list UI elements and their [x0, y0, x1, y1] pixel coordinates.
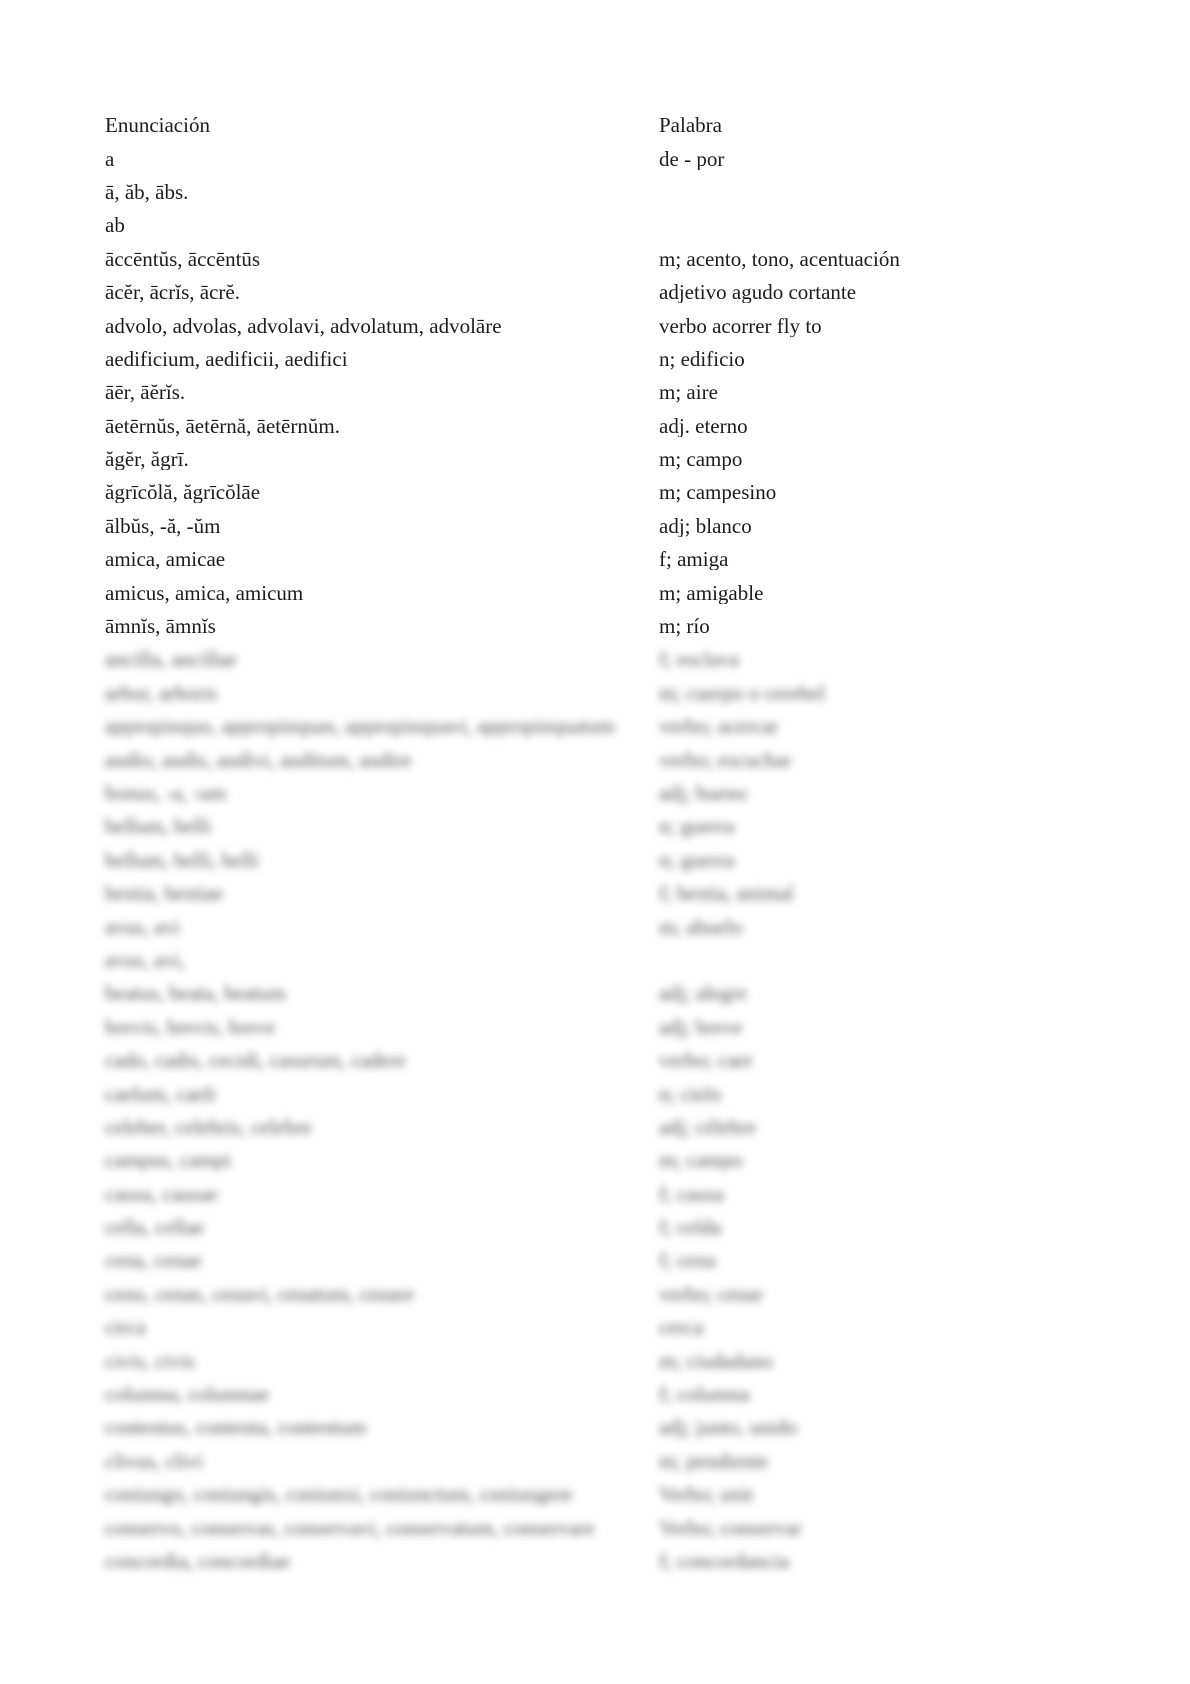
palabra-cell: f; bestia, animal	[659, 883, 794, 905]
palabra-cell: adj; junto, unido	[659, 1417, 798, 1439]
enunciacion-cell: clivus, clivi	[105, 1450, 203, 1472]
enunciacion-cell: bestia, bestiae	[105, 883, 223, 905]
table-row	[105, 1011, 1005, 1044]
enunciacion-cell: āccēntŭs, āccēntūs	[105, 248, 261, 270]
enunciacion-cell: a	[105, 148, 115, 170]
enunciacion-cell: arbor, arboris	[105, 682, 218, 704]
palabra-cell: verbo; escuchar	[659, 749, 792, 771]
palabra-cell: Verbo; unir	[659, 1484, 755, 1506]
palabra-cell: verbo; acercar	[659, 716, 779, 738]
enunciacion-cell: ā, ăb, ābs.	[105, 181, 189, 203]
table-row	[105, 243, 1005, 276]
table-row	[105, 1378, 1005, 1411]
table-row	[105, 576, 1005, 609]
palabra-cell: adj; célebre	[659, 1116, 757, 1138]
enunciacion-cell: ālbŭs, -ă, -ŭm	[105, 515, 221, 537]
palabra-cell: m; cuerpo o cerebel	[659, 682, 826, 704]
palabra-cell: f; cena	[659, 1250, 716, 1272]
palabra-cell: n; guerra	[659, 849, 735, 871]
table-body	[105, 142, 1005, 643]
table-row	[105, 1445, 1005, 1478]
table-header	[105, 109, 1005, 142]
table-row	[105, 910, 1005, 943]
table-row	[105, 309, 1005, 342]
enunciacion-cell: contentus, contenta, contentum	[105, 1417, 367, 1439]
enunciacion-cell: cado, cadis, cecidi, casurum, cadere	[105, 1050, 406, 1072]
enunciacion-cell: ăgĕr, ăgrī.	[105, 449, 189, 471]
enunciacion-cell: appropinquo, appropinquas, appropinquavi, appropinquatum	[105, 716, 615, 738]
palabra-cell: m; campo	[659, 449, 743, 471]
palabra-cell: f; esclava	[659, 649, 739, 671]
table-row	[105, 1478, 1005, 1511]
table-row	[105, 710, 1005, 743]
palabra-cell: n; cielo	[659, 1083, 722, 1105]
palabra-cell: adj; blanco	[659, 515, 752, 537]
palabra-cell: n; edificio	[659, 348, 745, 370]
table-row	[105, 1211, 1005, 1244]
table-row	[105, 142, 1005, 175]
enunciacion-cell: advolo, advolas, advolavi, advolatum, advolāre	[105, 315, 502, 337]
palabra-cell: f; causa	[659, 1183, 724, 1205]
enunciacion-cell: avus, avi	[105, 916, 180, 938]
table-row	[105, 1077, 1005, 1110]
table-row	[105, 1178, 1005, 1211]
table-row	[105, 844, 1005, 877]
enunciacion-cell: concordia, concordiae	[105, 1550, 291, 1572]
table-row	[105, 1111, 1005, 1144]
enunciacion-cell: āetērnŭs, āetērnă, āetērnŭm.	[105, 415, 340, 437]
enunciacion-cell: ancilla, ancillae	[105, 649, 237, 671]
enunciacion-cell: civis, civis	[105, 1350, 195, 1372]
enunciacion-cell: amica, amicae	[105, 549, 226, 571]
enunciacion-cell: beatus, beata, beatum	[105, 983, 286, 1005]
enunciacion-cell: bonus, -a, -um	[105, 783, 227, 804]
table-row	[105, 643, 1005, 676]
table-row	[105, 877, 1005, 910]
table-row	[105, 376, 1005, 409]
table-row	[105, 1545, 1005, 1578]
enunciacion-cell: bellum, belli, belli	[105, 849, 259, 871]
table-row	[105, 977, 1005, 1010]
palabra-cell: f; celda	[659, 1217, 722, 1239]
enunciacion-cell: cella, cellae	[105, 1217, 205, 1239]
table-row	[105, 1244, 1005, 1277]
table-row	[105, 1278, 1005, 1311]
table-row	[105, 1511, 1005, 1544]
column-header-palabra: Palabra	[659, 115, 722, 137]
table-row	[105, 777, 1005, 810]
table-row	[105, 810, 1005, 843]
table-row	[105, 276, 1005, 309]
table-row	[105, 610, 1005, 643]
palabra-cell: m; abuelo	[659, 916, 743, 938]
palabra-cell: adj; alegre	[659, 983, 748, 1005]
table-row	[105, 543, 1005, 576]
enunciacion-cell: circa	[105, 1317, 146, 1339]
enunciacion-cell: caelum, caeli	[105, 1083, 216, 1105]
enunciacion-cell: āmnĭs, āmnĭs	[105, 616, 216, 638]
palabra-cell: cerca	[659, 1317, 704, 1339]
enunciacion-cell: ăgrīcŏlă, ăgrīcŏlāe	[105, 482, 261, 504]
table-row	[105, 1144, 1005, 1177]
table-row	[105, 1044, 1005, 1077]
enunciacion-cell: coniungo, coniungis, coniunxi, coniunctum, coniungere	[105, 1484, 573, 1506]
palabra-cell: f; columna	[659, 1384, 750, 1406]
column-header-enunciacion: Enunciación	[105, 115, 210, 137]
palabra-cell: verbo acorrer fly to	[659, 315, 822, 337]
palabra-cell: m; amigable	[659, 582, 764, 604]
table-row	[105, 476, 1005, 509]
enunciacion-cell: ācĕr, ācrĭs, ācrĕ.	[105, 282, 240, 304]
enunciacion-cell: columna, columnae	[105, 1384, 270, 1406]
table-row	[105, 1311, 1005, 1344]
palabra-cell: m; pendiente	[659, 1450, 769, 1472]
palabra-cell: de - por	[659, 148, 725, 170]
palabra-cell: adj; breve	[659, 1016, 743, 1038]
palabra-cell: m; aire	[659, 382, 718, 404]
palabra-cell: m; ciudadano	[659, 1350, 773, 1372]
palabra-cell: n; guerra	[659, 816, 735, 838]
table-body-blurred	[105, 643, 1005, 1578]
vocabulary-table	[105, 109, 1005, 1578]
table-row	[105, 410, 1005, 443]
table-row	[105, 443, 1005, 476]
table-row	[105, 176, 1005, 209]
palabra-cell: m; campesino	[659, 482, 777, 504]
palabra-cell: adj. eterno	[659, 415, 748, 437]
palabra-cell: verbo; cenar	[659, 1283, 764, 1305]
palabra-cell: m; río	[659, 616, 710, 638]
enunciacion-cell: brevis, brevis, breve	[105, 1016, 276, 1038]
palabra-cell: verbo; caer	[659, 1050, 753, 1072]
palabra-cell: f; amiga	[659, 549, 729, 571]
enunciacion-cell: amicus, amica, amicum	[105, 582, 304, 604]
table-row	[105, 343, 1005, 376]
table-row	[105, 1344, 1005, 1377]
enunciacion-cell: avus, avi,	[105, 949, 185, 971]
enunciacion-cell: āēr, āĕrĭs.	[105, 382, 186, 404]
palabra-cell: m; acento, tono, acentuación	[659, 248, 900, 270]
enunciacion-cell: ceno, cenas, cenavi, cenatum, cenare	[105, 1283, 414, 1305]
enunciacion-cell: campus, campi	[105, 1150, 231, 1172]
enunciacion-cell: bellum, belli	[105, 816, 212, 838]
table-row	[105, 743, 1005, 776]
table-row	[105, 677, 1005, 710]
palabra-cell: adjetivo agudo cortante	[659, 282, 857, 304]
palabra-cell: m; campo	[659, 1150, 743, 1172]
table-row	[105, 510, 1005, 543]
enunciacion-cell: causa, causae	[105, 1183, 219, 1205]
enunciacion-cell: celeber, celebris, celebre	[105, 1116, 312, 1138]
enunciacion-cell: cena, cenae	[105, 1250, 202, 1272]
palabra-cell: adj; bueno	[659, 783, 748, 804]
table-row	[105, 209, 1005, 242]
enunciacion-cell: audio, audis, audivi, auditum, audire	[105, 749, 412, 771]
palabra-cell: f; concordancia	[659, 1550, 790, 1572]
enunciacion-cell: ab	[105, 215, 125, 237]
table-row	[105, 944, 1005, 977]
enunciacion-cell: conservo, conservas, conservavi, conservatum, conservare	[105, 1517, 595, 1539]
table-row	[105, 1411, 1005, 1444]
enunciacion-cell: aedificium, aedificii, aedifici	[105, 348, 348, 370]
palabra-cell: Verbo; conservar	[659, 1517, 802, 1539]
